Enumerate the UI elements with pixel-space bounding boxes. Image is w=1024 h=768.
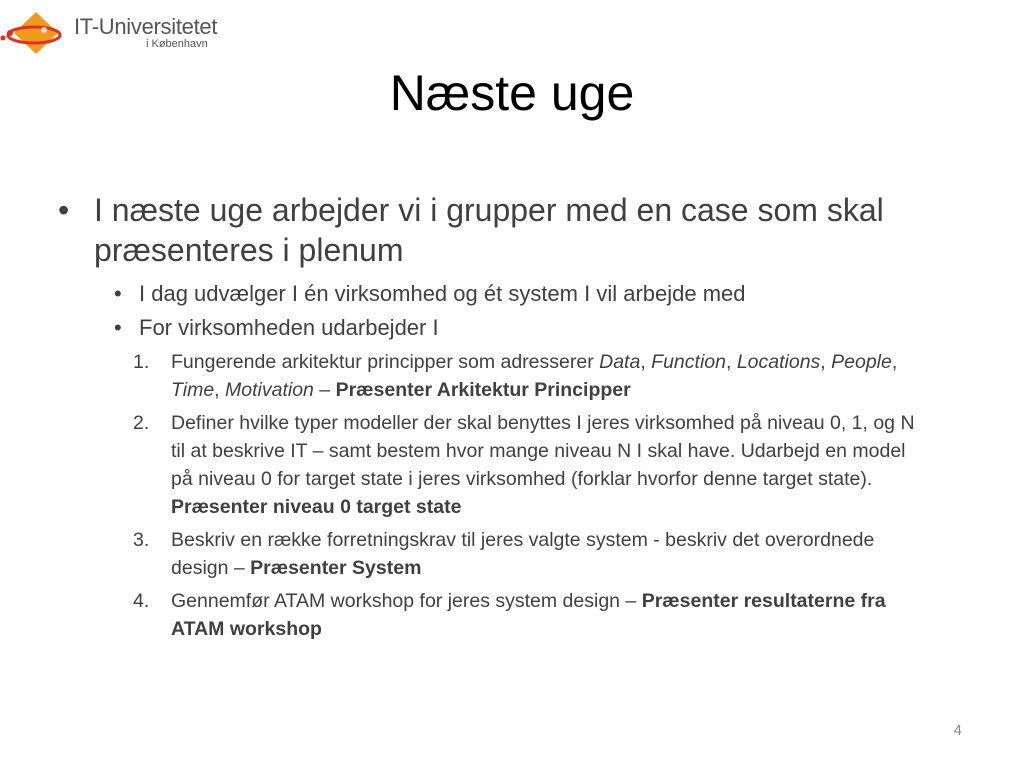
item-number: 1. [133, 351, 150, 373]
item-1-dash: – [313, 379, 336, 401]
item-number: 3. [133, 529, 150, 551]
numbered-item-1 [133, 348, 931, 404]
item-1-bold: Præsenter Arkitektur Principper [335, 379, 631, 401]
item-1-sep: , [725, 351, 737, 373]
item-3-bold: Præsenter System [250, 557, 422, 579]
item-3-text: Beskriv en række forretningskrav til jeres valgte system - beskriv det overordnede design – [171, 529, 875, 579]
slide-content [58, 190, 958, 643]
item-1-motivation: Motivation [225, 379, 314, 401]
item-1-function: Function [651, 351, 726, 373]
item-1-sep: , [214, 379, 226, 401]
item-1-sep: , [820, 351, 832, 373]
sub-bullet-1 [114, 280, 958, 308]
numbered-item-2 [133, 409, 931, 521]
page-number: 4 [953, 722, 962, 739]
bullet-dot-icon: • [58, 192, 70, 228]
item-1-people: People [831, 351, 892, 373]
item-1-sep: , [640, 351, 652, 373]
item-number: 4. [133, 590, 150, 612]
item-2-bold: Præsenter niveau 0 target state [171, 496, 462, 518]
item-1-time: Time [171, 379, 215, 401]
bullet-dot-icon: • [114, 315, 122, 340]
item-1-text: Fungerende arkitektur principper som adresserer [171, 351, 600, 373]
itu-logo [0, 8, 218, 58]
numbered-item-3 [133, 526, 931, 582]
bullet-dot-icon: • [114, 281, 122, 306]
item-4-bold: Præsenter resultaterne fra ATAM workshop [171, 590, 886, 640]
logo-name: IT-Universitetet [74, 14, 218, 39]
sub-bullet-2-text: For virksomheden udarbejder I [139, 315, 439, 340]
item-4-text: Gennemfør ATAM workshop for jeres system design – [171, 590, 642, 612]
numbered-item-4 [133, 587, 931, 643]
item-number: 2. [133, 412, 150, 434]
sub-bullet-2 [114, 314, 958, 342]
sub-bullet-1-text: I dag udvælger I én virksomhed og ét system I vil arbejde med [139, 281, 746, 306]
itu-logo-icon [0, 8, 72, 58]
item-1-sep: , [891, 351, 898, 373]
bullet-main [58, 190, 958, 270]
bullet-main-text: I næste uge arbejder vi i grupper med en case som skal præsenteres i plenum [94, 192, 884, 268]
item-1-locations: Locations [736, 351, 821, 373]
slide-title: Næste uge [389, 65, 635, 121]
logo-sub: i København [146, 38, 208, 50]
item-2-text: Definer hvilke typer modeller der skal benyttes I jeres virksomhed på niveau 0, 1, og N til at beskrive IT – samt bestem hvor mange niveau N I skal have. Udarbejd en model på niveau 0 for target state i jeres virksomhed (forklar hvorfor denne target state). [171, 412, 915, 490]
item-1-data: Data [599, 351, 641, 373]
